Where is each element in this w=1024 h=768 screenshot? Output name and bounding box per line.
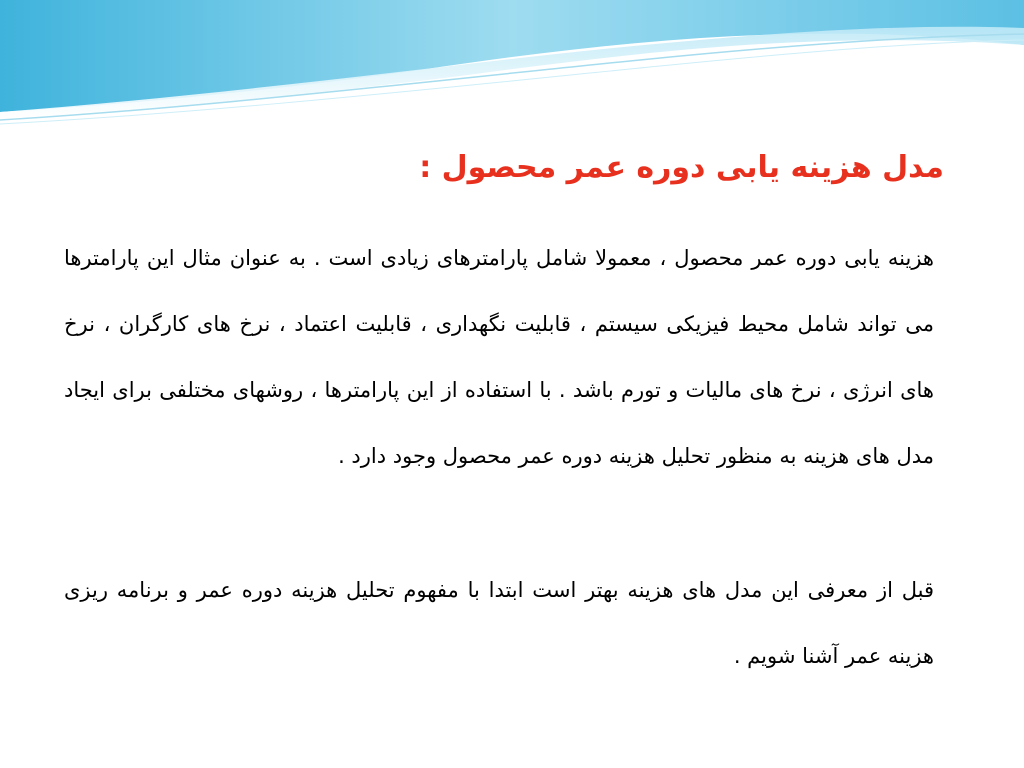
slide-title: مدل هزینه یابی دوره عمر محصول : bbox=[419, 150, 944, 185]
body-paragraph bbox=[64, 557, 964, 689]
body-paragraph bbox=[64, 225, 964, 489]
paragraph-text: قبل از معرفی این مدل های هزینه بهتر است ابتدا با مفهوم تحلیل هزینه دوره عمر و برنامه ریزی هزینه عمر آشنا شویم . bbox=[64, 578, 934, 668]
header-wave-decoration bbox=[0, 0, 1024, 130]
paragraph-text: هزینه یابی دوره عمر محصول ، معمولا شامل پارامترهای زیادی است . به عنوان مثال این پارامترها می تواند شامل محیط فیزیکی سیستم ، قابلیت نگهداری ، قابلیت اعتماد ، نرخ های کارگران ، نرخ های انرژی ، نرخ های مالیات و تورم باشد . با استفاده از این پارامترها ، روشهای مختلفی برای ایجاد مدل های هزینه به منظور تحلیل هزینه دوره عمر محصول وجود دارد . bbox=[64, 246, 934, 468]
